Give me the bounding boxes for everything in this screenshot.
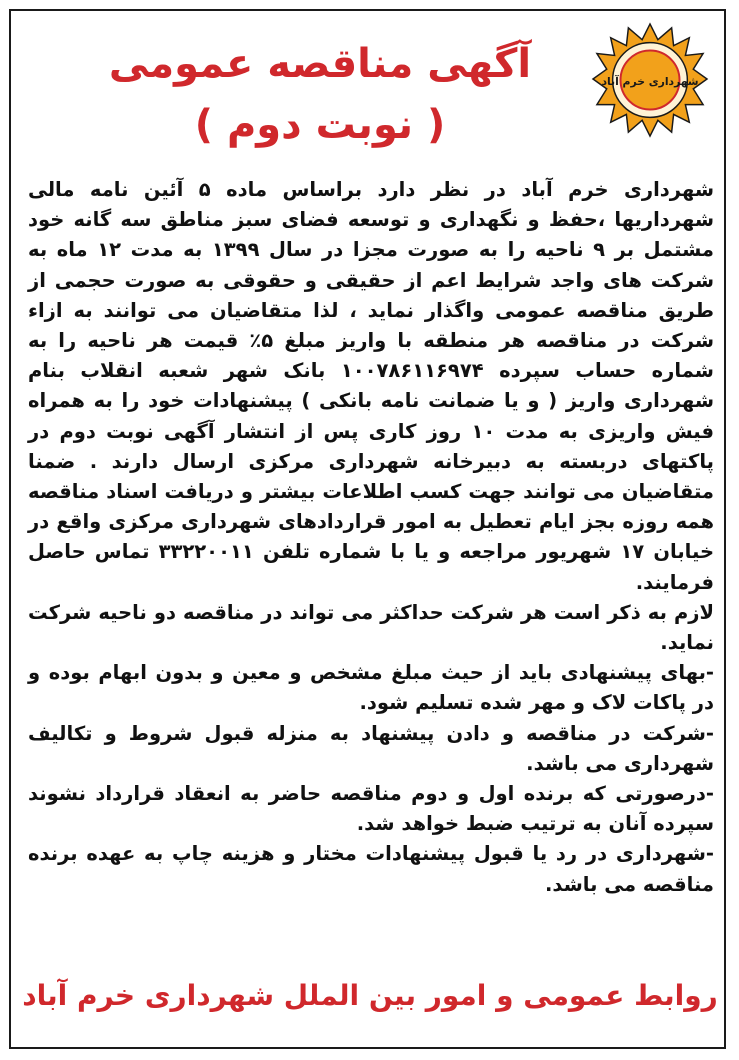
footer-signature: روابط عمومی و امور بین الملل شهرداری خرم آباد — [22, 979, 718, 1012]
municipality-logo — [591, 22, 709, 140]
condition-item: -شرکت در مناقصه و دادن پیشنهاد به منزله قبول شروط و تکالیف شهرداری می باشد. — [28, 721, 714, 775]
page-subtitle: ( نوبت دوم ) — [194, 102, 446, 148]
condition-item: -درصورتی که برنده اول و دوم مناقصه حاضر به انعقاد قرارداد نشوند سپرده آنان به ترتیب ضبط خواهد شد. — [28, 782, 714, 836]
announcement-body — [28, 175, 714, 900]
logo-ring-text: شهرداری خرم آباد — [601, 74, 699, 88]
page-title: آگهی مناقصه عمومی — [108, 41, 532, 87]
main-paragraph: شهرداری خرم آباد در نظر دارد براساس ماده ۵ آئین نامه مالی شهرداریها ،حفظ و نگهداری و توسعه فضای سبز مناطق سه گانه خود مشتمل بر ۹ ناحیه را به صورت مجزا در سال ۱۳۹۹ به مدت ۱۲ ماه به شرکت های واجد شرایط اعم از حقیقی و حقوقی به صورت حجمی از طریق مناقصه عمومی واگذار نماید ، لذا متقاضیان می توانند به ازاء شرکت در مناقصه هر منطقه با واریز مبلغ ۵٪ قیمت هر ناحیه را به شماره حساب سپرده ۱۰۰۷۸۶۱۱۶۹۷۴ بانک شهر شعبه انقلاب بنام شهرداری واریز ( و یا ضمانت نامه بانکی ) پیشنهادات خود را به همراه فیش واریزی به مدت ۱۰ روز کاری پس از انتشار آگهی نوبت دوم در پاکتهای دربسته به دبیرخانه شهرداری مرکزی ارسال دارند . ضمنا متقاضیان می توانند جهت کسب اطلاعات بیشتر و دریافت اسناد مناقصه همه روزه بجز ایام تعطیل به امور قراردادهای شهرداری مرکزی واقع در خیابان ۱۷ شهریور مراجعه و یا با شماره تلفن ۳۳۲۲۰۰۱۱ تماس حاصل فرمایند. — [28, 178, 715, 594]
condition-item: -بهای پیشنهادی باید از حیث مبلغ مشخص و معین و بدون ابهام بوده و در پاکات لاک و مهر شده تسلیم شود. — [28, 661, 714, 715]
condition-item: -شهرداری در رد یا قبول پیشنهادات مختار و هزینه چاپ به عهده برنده مناقصه می باشد. — [28, 842, 714, 896]
note-paragraph: لازم به ذکر است هر شرکت حداکثر می تواند در مناقصه دو ناحیه شرکت نماید. — [28, 600, 714, 655]
